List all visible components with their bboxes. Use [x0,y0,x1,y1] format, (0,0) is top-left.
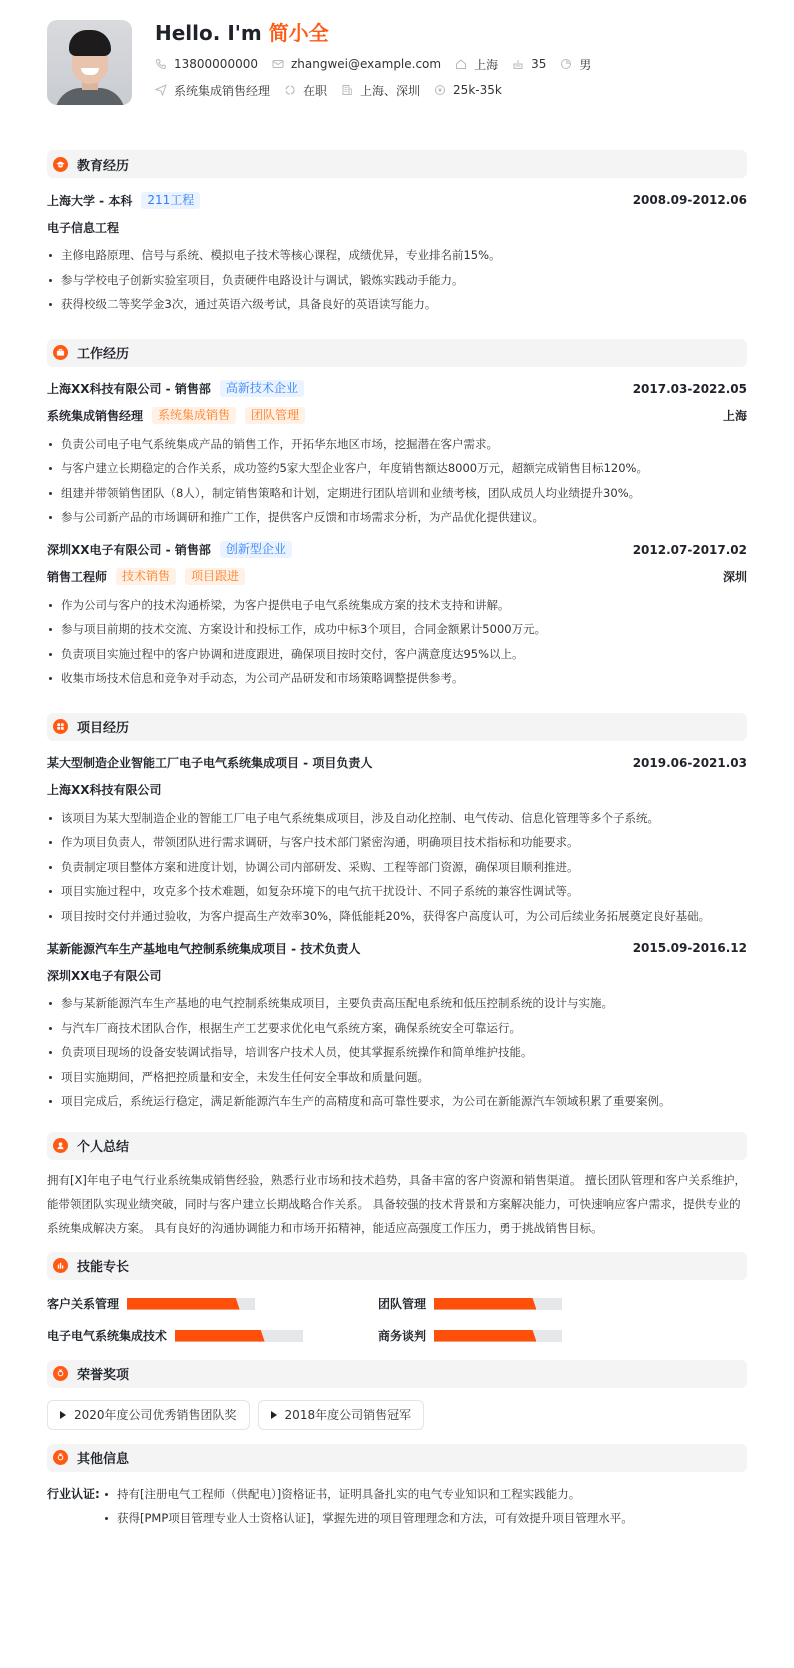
gender-item [560,56,591,73]
city-item [455,56,498,73]
phone-item [155,57,258,71]
skill-item [378,1326,709,1346]
triangle-right-icon [271,1411,277,1419]
email-value: zhangwei@example.com [290,57,442,71]
school-tag: 211工程 [141,192,200,209]
major-name: 电子信息工程 [47,220,120,235]
project-bullets [47,991,747,1114]
contact-row [155,54,605,74]
gender-value: 男 [579,57,592,72]
resume-header [47,20,747,132]
project-company: 上海XX科技有限公司 [47,783,162,797]
project-entry [47,753,747,929]
list-item: 负责制定项目整体方案和进度计划，协调公司内部研发、采购、工程等部门资源，确保项目顺利推进。 [47,855,747,880]
position-name: 系统集成销售经理 [47,409,144,423]
send-icon [155,84,167,96]
skill-name: 团队管理 [378,1297,427,1311]
list-item: 参与项目前期的技术交流、方案设计和投标工作，成功中标3个项目，合同金额累计5000万元。 [47,617,747,642]
skill-bar [434,1330,562,1342]
list-item: 参与学校电子创新实验室项目，负责硬件电路设计与调试，锻炼实践动手能力。 [47,268,747,293]
company-tag: 创新型企业 [220,541,292,558]
skill-bar [127,1298,255,1310]
list-item: 项目完成后，系统运行稳定，满足新能源汽车生产的高精度和高可靠性要求，为公司在新能源汽车领域积累了重要案例。 [47,1089,747,1114]
user-icon [53,1138,68,1153]
job-intent-row [155,80,605,100]
awards-list [47,1400,747,1430]
section-other-header [47,1444,747,1472]
section-awards-header [47,1360,747,1388]
refresh-icon [284,84,296,96]
list-item: 组建并带领销售团队（8人），制定销售策略和计划，定期进行团队培训和业绩考核，团队成员人均业绩提升30%。 [47,481,747,506]
money-icon [434,84,446,96]
work-date: 2017.03-2022.05 [632,381,747,396]
position-tag: 系统集成销售 [152,407,236,424]
list-item: 获得校级二等奖学金3次，通过英语六级考试，具备良好的英语读写能力。 [47,292,747,317]
work-date: 2012.07-2017.02 [632,542,747,557]
education-date: 2008.09-2012.06 [632,193,747,207]
cake-icon [512,58,524,70]
target-city-item [341,82,420,99]
job-title-item [155,82,270,99]
list-item: 项目实施期间，严格把控质量和安全，未发生任何安全事故和质量问题。 [47,1065,747,1090]
grid-icon [53,719,68,734]
school-name: 上海大学 - 本科 [47,193,133,208]
project-company: 深圳XX电子有限公司 [47,968,162,983]
skill-item [378,1294,709,1314]
email-item [272,57,441,71]
salary-value: 25k-35k [453,83,502,97]
skill-name: 客户关系管理 [47,1297,120,1311]
company-name: 深圳XX电子有限公司 - 销售部 [47,543,211,557]
bar-chart-icon [53,1258,68,1273]
project-title: 某新能源汽车生产基地电气控制系统集成项目 - 技术负责人 [47,941,361,956]
section-title: 荣誉奖项 [77,1368,130,1383]
header-info [155,20,605,100]
list-item: 获得[PMP项目管理专业人士资格认证]，掌握先进的项目管理理念和方法，可有效提升项目管理水平。 [103,1506,633,1531]
section-title: 项目经历 [77,721,130,736]
work-bullets [47,593,747,691]
section-title: 其他信息 [77,1452,130,1467]
skill-name: 商务谈判 [378,1329,427,1343]
list-item: 与客户建立长期稳定的合作关系，成功签约5家大型企业客户，年度销售额达8000万元，超额完成销售目标120%。 [47,456,747,481]
skill-item [47,1326,378,1346]
section-work-header [47,339,747,367]
graduation-cap-icon [53,157,68,172]
building-icon [341,84,353,96]
project-title: 某大型制造企业智能工厂电子电气系统集成项目 - 项目负责人 [47,756,373,770]
mail-icon [272,58,284,70]
skills-grid [47,1294,747,1346]
list-item: 主修电路原理、信号与系统、模拟电子技术等核心课程，成绩优异，专业排名前15%。 [47,243,747,268]
section-title: 工作经历 [77,347,130,362]
company-tag: 高新技术企业 [220,380,304,397]
age-item [512,57,546,71]
briefcase-icon [53,345,68,360]
major [47,217,747,237]
skill-bar-fill [434,1330,536,1342]
candidate-name: 简小全 [268,21,329,45]
phone-value: 13800000000 [174,57,258,71]
age-value: 35 [531,57,547,71]
list-item: 该项目为某大型制造企业的智能工厂电子电气系统集成项目，涉及自动化控制、电气传动、信息化管理等多个子系统。 [47,806,747,831]
award-name: 2018年度公司销售冠军 [284,1408,412,1422]
city-value: 上海 [474,57,499,72]
list-item: 负责公司电子电气系统集成产品的销售工作，开拓华东地区市场，挖掘潜在客户需求。 [47,432,747,457]
target-city-value: 上海、深圳 [360,83,421,98]
triangle-right-icon [60,1411,66,1419]
work-location: 深圳 [722,570,747,584]
work-entry [47,379,747,530]
job-title-value: 系统集成销售经理 [174,83,271,98]
medal-icon [53,1366,68,1381]
section-education-header [47,150,747,178]
skill-bar-fill [175,1330,265,1342]
list-item: 项目实施过程中，攻克多个技术难题，如复杂环境下的电气抗干扰设计、不同子系统的兼容性调试等。 [47,879,747,904]
home-icon [455,58,467,70]
work-bullets [47,432,747,530]
list-item: 负责项目实施过程中的客户协调和进度跟进，确保项目按时交付，客户满意度达95%以上。 [47,642,747,667]
list-item: 项目按时交付并通过验收，为客户提高生产效率30%，降低能耗20%，获得客户高度认可，为公司后续业务拓展奠定良好基础。 [47,904,747,929]
greeting-text: Hello. I'm [155,21,262,45]
section-summary-header [47,1132,747,1160]
education-entry [47,190,747,317]
position-tag: 技术销售 [116,568,176,585]
list-item: 作为公司与客户的技术沟通桥梁，为客户提供电子电气系统集成方案的技术支持和讲解。 [47,593,747,618]
phone-icon [155,58,167,70]
summary-text: 拥有[X]年电子电气行业系统集成销售经验，熟悉行业市场和技术趋势，具备丰富的客户资源和销售渠道。 擅长团队管理和客户关系维护，能带领团队实现业绩突破，同时与客户建立长期战略合作关系。 具备较强的技术背景和方案解决能力，可快速响应客户需求，提供专业的系统集成解决方案。 具有良好的沟通协调能力和市场开拓精神，能适应高强度工作压力，勇于挑战销售目标。 [47,1172,746,1235]
greeting-title [155,20,605,46]
section-projects-header [47,713,747,741]
award-name: 2020年度公司优秀销售团队奖 [74,1408,237,1422]
education-bullets [47,243,747,317]
section-title: 教育经历 [77,158,130,174]
skill-item [47,1294,378,1314]
section-title: 个人总结 [77,1140,130,1155]
list-item: 与汽车厂商技术团队合作，根据生产工艺要求优化电气系统方案，确保系统安全可靠运行。 [47,1016,747,1041]
skill-bar-fill [127,1298,240,1310]
list-item: 作为项目负责人，带领团队进行需求调研，与客户技术部门紧密沟通，明确项目技术指标和功能要求。 [47,830,747,855]
skill-bar [175,1330,303,1342]
award-item [258,1400,425,1430]
other-info [47,1482,747,1531]
skill-bar [434,1298,562,1310]
project-date: 2019.06-2021.03 [632,755,747,770]
gender-icon [560,58,572,70]
section-title: 技能专长 [77,1260,130,1275]
skill-name: 电子电气系统集成技术 [47,1329,168,1343]
section-skills-header [47,1252,747,1280]
certification-bullets [103,1482,633,1531]
salary-item [434,83,502,97]
list-item: 收集市场技术信息和竞争对手动态，为公司产品研发和市场策略调整提供参考。 [47,666,747,691]
list-item: 参与公司新产品的市场调研和推广工作，提供客户反馈和市场需求分析，为产品优化提供建议。 [47,505,747,530]
list-item: 持有[注册电气工程师（供配电）]资格证书，证明具备扎实的电气专业知识和工程实践能力。 [103,1482,633,1507]
work-entry [47,540,747,691]
skill-bar-fill [434,1298,536,1310]
position-name: 销售工程师 [47,570,108,584]
avatar [47,20,132,105]
position-tag: 团队管理 [245,407,305,424]
award-item [47,1400,250,1430]
position-tag: 项目跟进 [185,568,245,585]
list-item: 参与某新能源汽车生产基地的电气控制系统集成项目，主要负责高压配电系统和低压控制系统的设计与实施。 [47,991,747,1016]
medal-icon [53,1450,68,1465]
project-entry [47,938,747,1114]
project-bullets [47,806,747,929]
project-date: 2015.09-2016.12 [632,941,747,955]
work-location: 上海 [722,409,747,423]
status-item [284,82,327,99]
certification-label: 行业认证: [47,1486,100,1501]
list-item: 负责项目现场的设备安装调试指导，培训客户技术人员，使其掌握系统操作和简单维护技能。 [47,1040,747,1065]
status-value: 在职 [303,83,328,98]
company-name: 上海XX科技有限公司 - 销售部 [47,382,211,396]
